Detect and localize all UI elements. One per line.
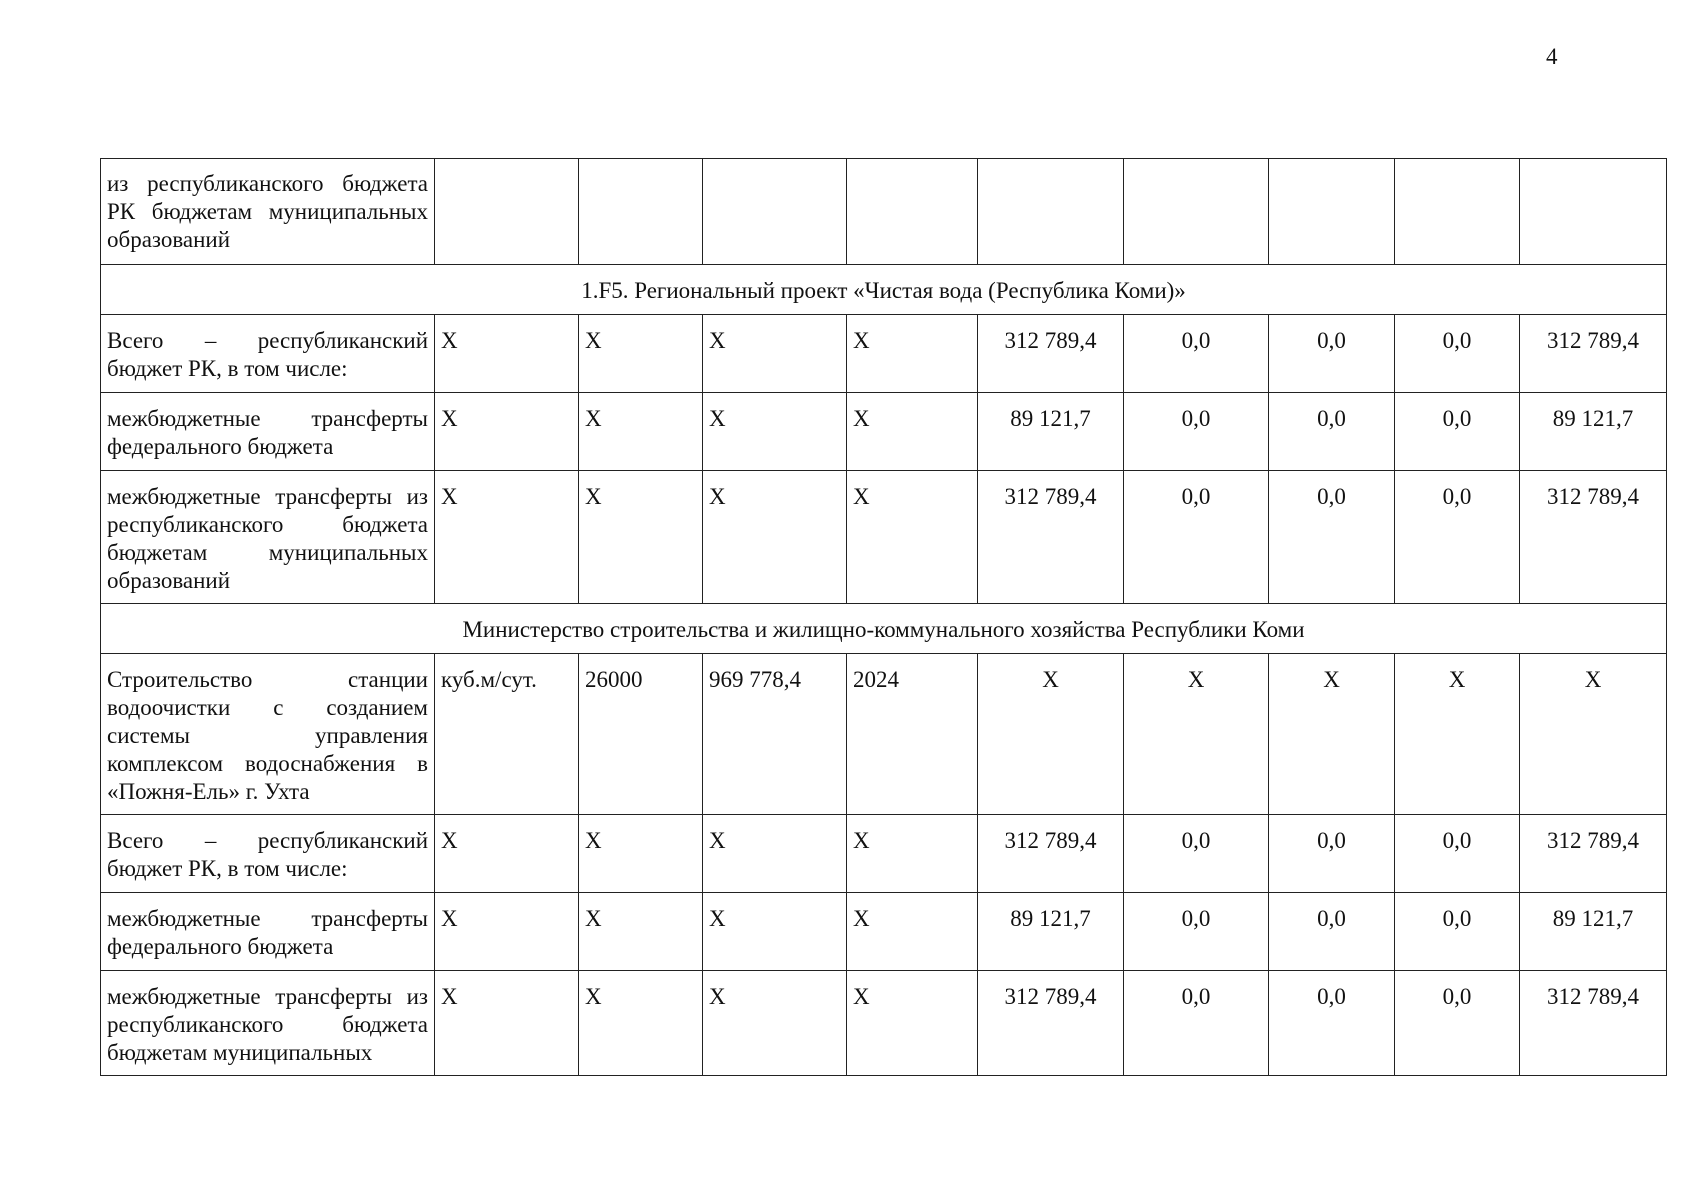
row-label-cell: межбюджетные трансферты федерального бюджета bbox=[101, 893, 435, 971]
table-body bbox=[101, 159, 1667, 1076]
value-cell-4: 0,0 bbox=[1395, 815, 1520, 893]
cost-cell: X bbox=[703, 971, 847, 1076]
value-cell-1: 89 121,7 bbox=[978, 393, 1124, 471]
value-cell-4: X bbox=[1395, 654, 1520, 815]
total-cell bbox=[1520, 159, 1667, 265]
section-header-row bbox=[101, 265, 1667, 315]
row-label-cell: межбюджетные трансферты федерального бюджета bbox=[101, 393, 435, 471]
value-cell-3: X bbox=[1269, 654, 1395, 815]
total-cell: 312 789,4 bbox=[1520, 315, 1667, 393]
value-cell-3: 0,0 bbox=[1269, 815, 1395, 893]
year-cell: X bbox=[847, 471, 978, 604]
table-row bbox=[101, 315, 1667, 393]
year-cell bbox=[847, 159, 978, 265]
table-row bbox=[101, 893, 1667, 971]
table-row bbox=[101, 393, 1667, 471]
row-label-cell: Всего – республиканский бюджет РК, в том числе: bbox=[101, 815, 435, 893]
cost-cell: X bbox=[703, 815, 847, 893]
unit-cell: X bbox=[435, 393, 579, 471]
table-row bbox=[101, 971, 1667, 1076]
value-cell-3: 0,0 bbox=[1269, 393, 1395, 471]
table-row bbox=[101, 654, 1667, 815]
total-cell: 312 789,4 bbox=[1520, 815, 1667, 893]
value-cell-2: 0,0 bbox=[1124, 971, 1269, 1076]
value-cell-1: 312 789,4 bbox=[978, 815, 1124, 893]
value-cell-4: 0,0 bbox=[1395, 471, 1520, 604]
section-title: 1.F5. Региональный проект «Чистая вода (Республика Коми)» bbox=[101, 265, 1667, 315]
budget-table bbox=[100, 158, 1667, 1076]
total-cell: X bbox=[1520, 654, 1667, 815]
value-cell-1: 312 789,4 bbox=[978, 971, 1124, 1076]
value-cell-2 bbox=[1124, 159, 1269, 265]
total-cell: 312 789,4 bbox=[1520, 971, 1667, 1076]
value-cell-1: 312 789,4 bbox=[978, 315, 1124, 393]
table-row bbox=[101, 471, 1667, 604]
value-cell-3: 0,0 bbox=[1269, 315, 1395, 393]
table-row bbox=[101, 815, 1667, 893]
row-label-cell: Строительство станции водоочистки с созданием системы управления комплексом водоснабжения в «Пожня-Ель» г. Ухта bbox=[101, 654, 435, 815]
value-cell-1: 312 789,4 bbox=[978, 471, 1124, 604]
value-cell-2: 0,0 bbox=[1124, 393, 1269, 471]
value-cell-3: 0,0 bbox=[1269, 471, 1395, 604]
year-cell: X bbox=[847, 971, 978, 1076]
capacity-cell: X bbox=[579, 971, 703, 1076]
row-label-cell: Всего – республиканский бюджет РК, в том числе: bbox=[101, 315, 435, 393]
value-cell-1: X bbox=[978, 654, 1124, 815]
cost-cell: X bbox=[703, 393, 847, 471]
year-cell: X bbox=[847, 393, 978, 471]
unit-cell bbox=[435, 159, 579, 265]
cost-cell: 969 778,4 bbox=[703, 654, 847, 815]
section-header-row bbox=[101, 604, 1667, 654]
unit-cell: X bbox=[435, 971, 579, 1076]
cost-cell: X bbox=[703, 315, 847, 393]
unit-cell: X bbox=[435, 815, 579, 893]
value-cell-2: 0,0 bbox=[1124, 315, 1269, 393]
value-cell-4: 0,0 bbox=[1395, 971, 1520, 1076]
cost-cell: X bbox=[703, 893, 847, 971]
value-cell-4: 0,0 bbox=[1395, 393, 1520, 471]
value-cell-4: 0,0 bbox=[1395, 315, 1520, 393]
total-cell: 89 121,7 bbox=[1520, 393, 1667, 471]
value-cell-2: 0,0 bbox=[1124, 893, 1269, 971]
page-number: 4 bbox=[1546, 44, 1558, 69]
value-cell-4 bbox=[1395, 159, 1520, 265]
value-cell-2: 0,0 bbox=[1124, 815, 1269, 893]
unit-cell: X bbox=[435, 471, 579, 604]
capacity-cell bbox=[579, 159, 703, 265]
row-label-cell: межбюджетные трансферты из республиканского бюджета бюджетам муниципальных bbox=[101, 971, 435, 1076]
value-cell-3: 0,0 bbox=[1269, 893, 1395, 971]
value-cell-4: 0,0 bbox=[1395, 893, 1520, 971]
value-cell-2: X bbox=[1124, 654, 1269, 815]
value-cell-3: 0,0 bbox=[1269, 971, 1395, 1076]
year-cell: 2024 bbox=[847, 654, 978, 815]
row-label-cell: межбюджетные трансферты из республиканского бюджета бюджетам муниципальных образований bbox=[101, 471, 435, 604]
capacity-cell: X bbox=[579, 893, 703, 971]
table-row bbox=[101, 159, 1667, 265]
value-cell-3 bbox=[1269, 159, 1395, 265]
cost-cell: X bbox=[703, 471, 847, 604]
total-cell: 312 789,4 bbox=[1520, 471, 1667, 604]
cost-cell bbox=[703, 159, 847, 265]
capacity-cell: X bbox=[579, 815, 703, 893]
row-label-cell: из республиканского бюджета РК бюджетам муниципальных образований bbox=[101, 159, 435, 265]
value-cell-1 bbox=[978, 159, 1124, 265]
year-cell: X bbox=[847, 315, 978, 393]
section-title: Министерство строительства и жилищно-коммунального хозяйства Республики Коми bbox=[101, 604, 1667, 654]
year-cell: X bbox=[847, 893, 978, 971]
capacity-cell: X bbox=[579, 315, 703, 393]
capacity-cell: X bbox=[579, 393, 703, 471]
capacity-cell: X bbox=[579, 471, 703, 604]
capacity-cell: 26000 bbox=[579, 654, 703, 815]
unit-cell: X bbox=[435, 893, 579, 971]
total-cell: 89 121,7 bbox=[1520, 893, 1667, 971]
unit-cell: куб.м/сут. bbox=[435, 654, 579, 815]
value-cell-1: 89 121,7 bbox=[978, 893, 1124, 971]
year-cell: X bbox=[847, 815, 978, 893]
value-cell-2: 0,0 bbox=[1124, 471, 1269, 604]
unit-cell: X bbox=[435, 315, 579, 393]
